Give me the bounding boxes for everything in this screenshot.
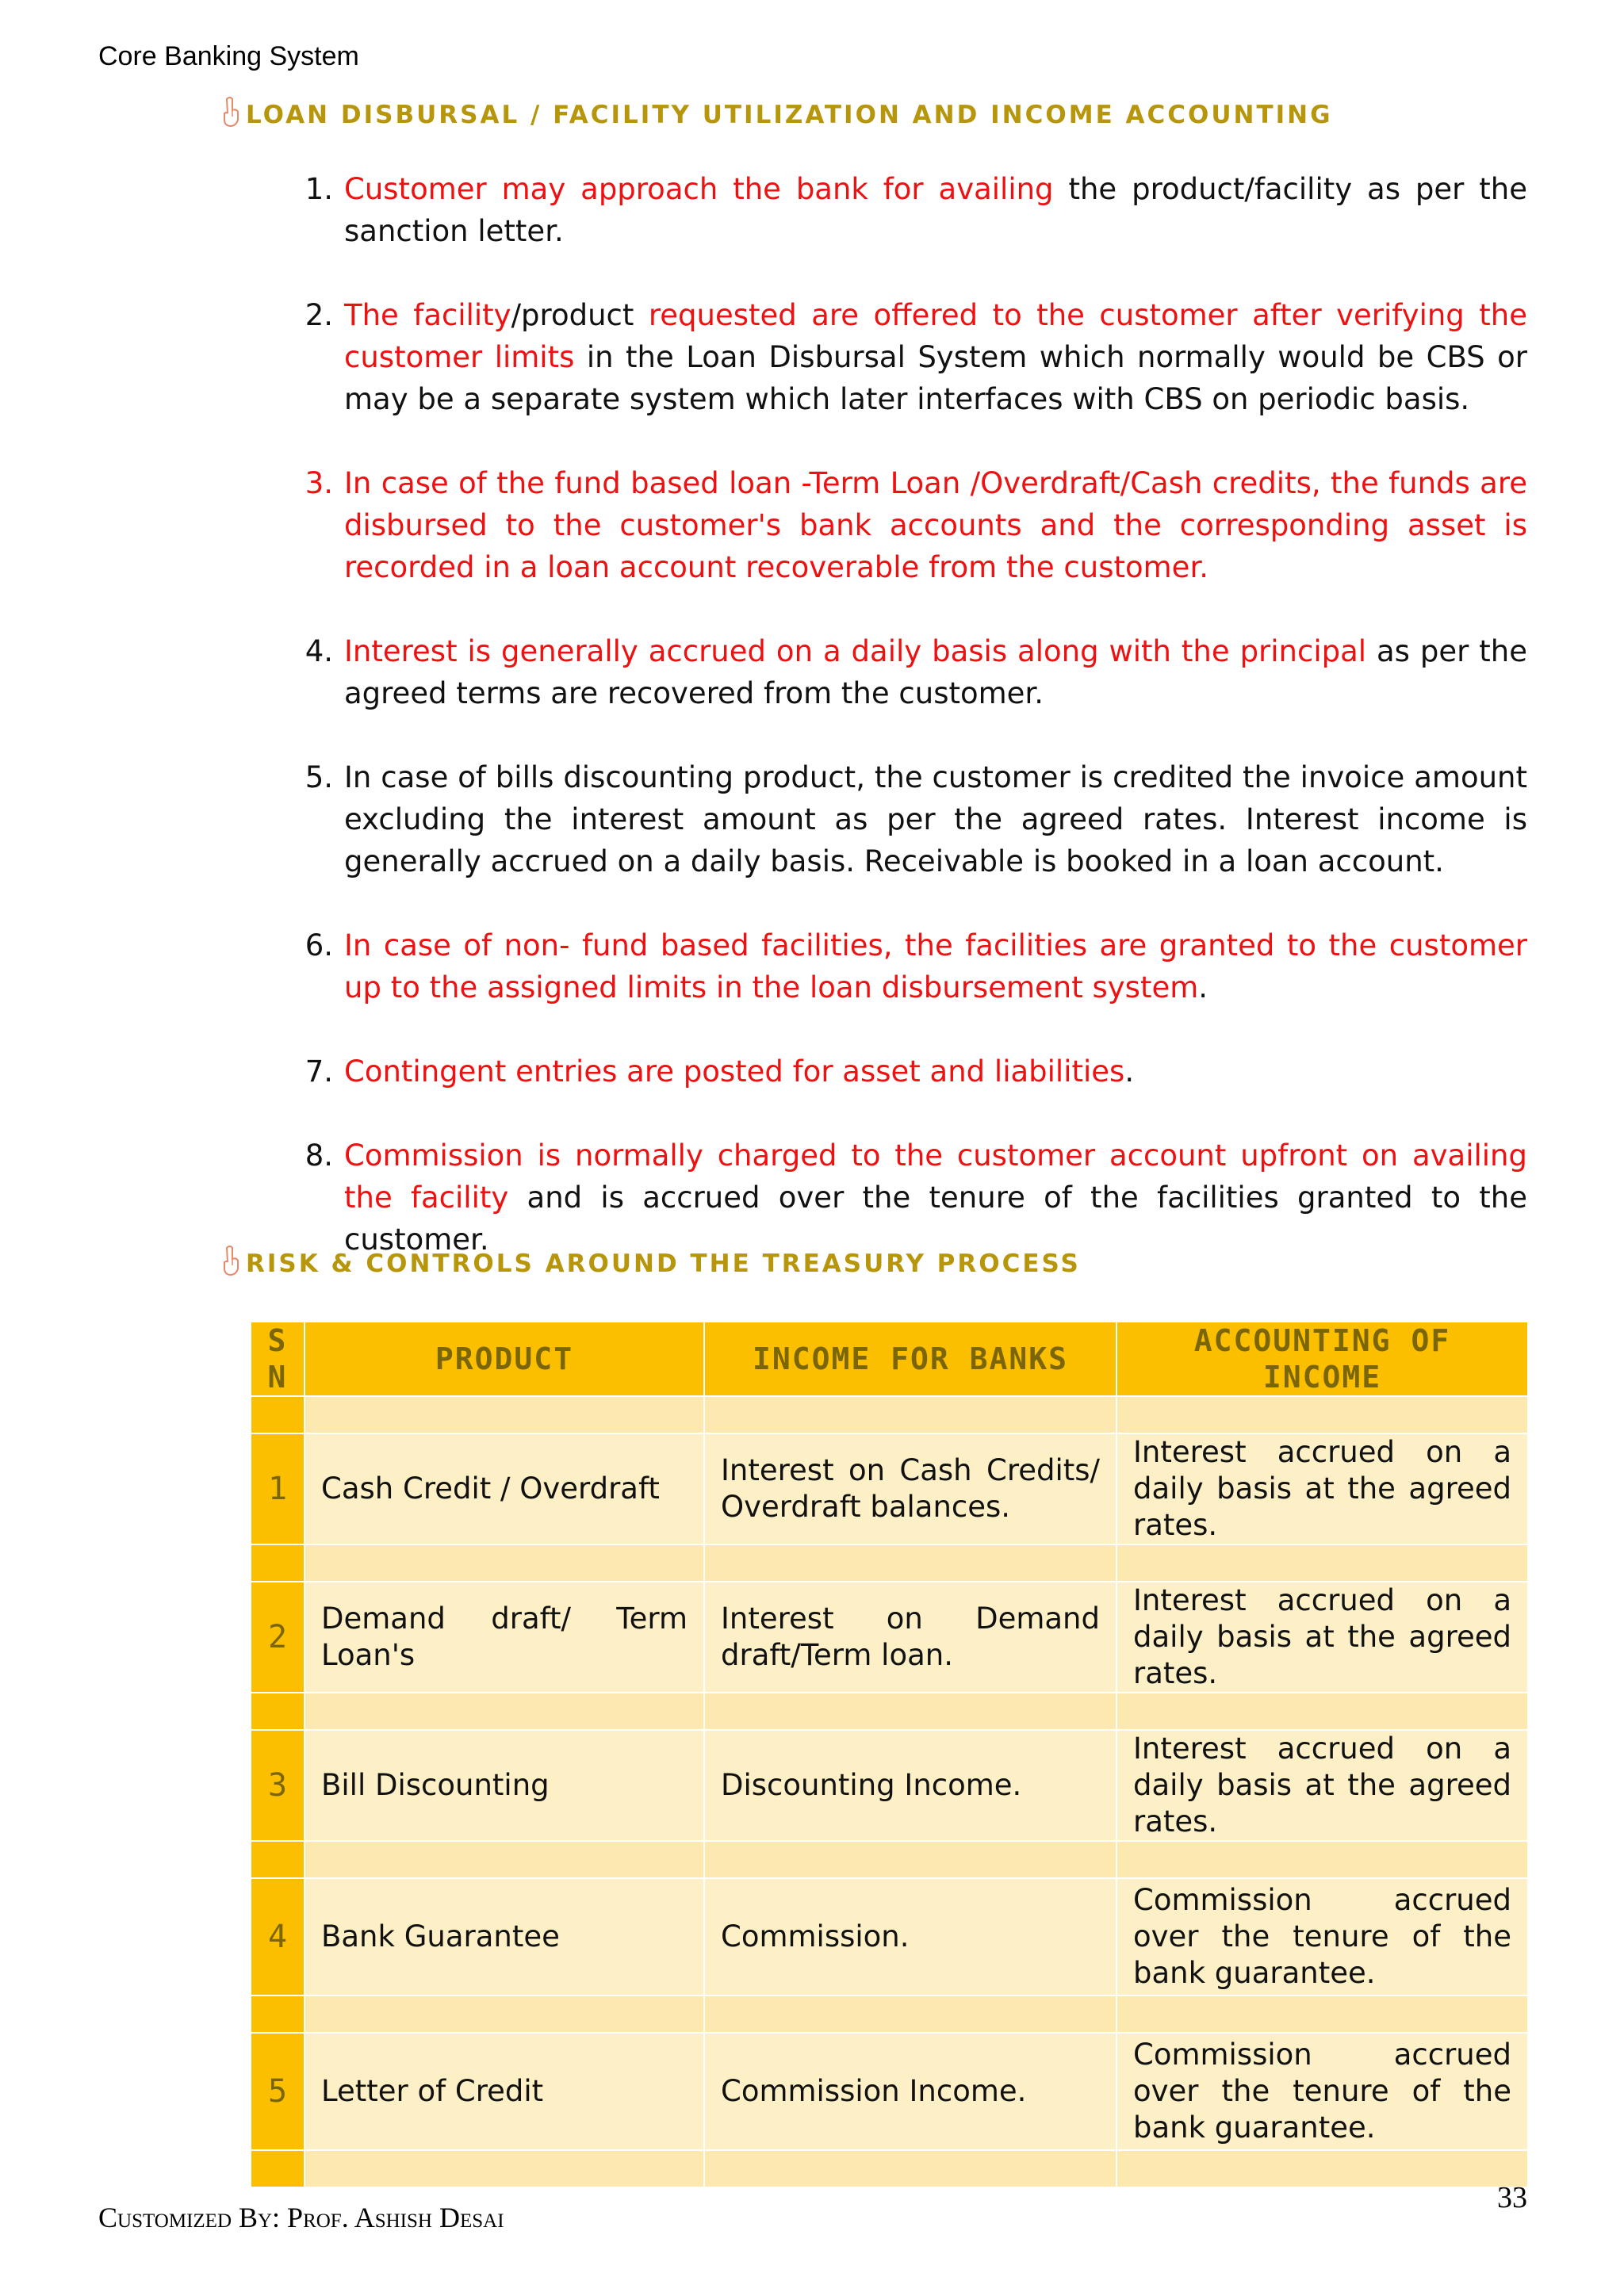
accounting-cell: Interest accrued on a daily basis at the agreed rates. [1116, 1433, 1528, 1544]
column-header-accounting: ACCOUNTING OF INCOME [1116, 1322, 1528, 1396]
table-header-row [251, 1322, 1528, 1396]
list-text: and is accrued over the tenure of the facilities granted to the customer. [344, 1181, 1527, 1257]
list-item [293, 1050, 1527, 1093]
table-spacer-row [251, 2150, 1528, 2187]
list-item [293, 1135, 1527, 1261]
product-cell: Cash Credit / Overdraft [304, 1433, 704, 1544]
list-number: 1. [304, 172, 333, 206]
list-number: 2. [304, 298, 333, 332]
loan-process-list [293, 168, 1527, 1303]
product-cell: Letter of Credit [304, 2033, 704, 2150]
income-cell: Interest on Cash Credits/ Overdraft balances. [704, 1433, 1116, 1544]
section-heading-text: LOAN DISBURSAL / FACILITY UTILIZATION AND INCOME ACCOUNTING [246, 101, 1333, 129]
list-text-highlight: Commission is normally charged to the customer account upfront on availing the facility [344, 1138, 1527, 1215]
list-text-highlight: In case of non- fund based facilities, the facilities are granted to the customer up to the assigned limits in the loan disbursement system [344, 928, 1527, 1004]
income-cell: Discounting Income. [704, 1730, 1116, 1841]
table-row [251, 1433, 1528, 1544]
list-item [293, 294, 1527, 420]
column-header-sn: S N [251, 1322, 304, 1396]
list-text-highlight: Contingent entries are posted for asset and liabilities [344, 1054, 1125, 1089]
income-cell: Commission Income. [704, 2033, 1116, 2150]
list-text: In case of bills discounting product, the customer is credited the invoice amount excluding the interest amount as per the agreed rates. Interest income is generally accrued on a daily basis. Receivable is booked in a loan account. [344, 760, 1527, 878]
list-text-highlight: requested are offered to the customer after verifying the customer limits [344, 298, 1527, 374]
table-spacer-row [251, 1996, 1528, 2033]
table-spacer-row [251, 1841, 1528, 1878]
list-number: 5. [304, 760, 333, 794]
list-item [293, 630, 1527, 714]
column-header-product: PRODUCT [304, 1322, 704, 1396]
table-spacer-row [251, 1396, 1528, 1433]
list-text-highlight: In case of the fund based loan -Term Loan /Overdraft/Cash credits, the funds are disbursed to the customer's bank accounts and the corresponding asset is recorded in a loan account recoverable from the customer. [344, 466, 1527, 584]
table-row [251, 2033, 1528, 2150]
income-cell: Interest on Demand draft/Term loan. [704, 1582, 1116, 1693]
row-number: 4 [251, 1878, 304, 1996]
row-number: 2 [251, 1582, 304, 1693]
accounting-cell: Interest accrued on a daily basis at the agreed rates. [1116, 1730, 1528, 1841]
product-cell: Bank Guarantee [304, 1878, 704, 1996]
finger-bullet-icon [220, 96, 241, 128]
income-accounting-table [250, 1321, 1529, 2188]
list-item [293, 462, 1527, 588]
running-header: Core Banking System [98, 41, 359, 71]
row-number: 1 [251, 1433, 304, 1544]
section-heading-risk-controls [246, 1249, 1081, 1278]
list-number: 6. [304, 928, 333, 962]
accounting-cell: Commission accrued over the tenure of the bank guarantee. [1116, 1878, 1528, 1996]
list-number: 7. [304, 1054, 333, 1089]
list-text: . [1198, 970, 1208, 1004]
list-text: as per the agreed terms are recovered from the customer. [344, 634, 1527, 710]
table-row [251, 1582, 1528, 1693]
list-text-highlight: The facility [344, 298, 511, 332]
finger-bullet-icon [220, 1245, 241, 1276]
income-cell: Commission. [704, 1878, 1116, 1996]
list-item [293, 924, 1527, 1008]
page-number: 33 [1497, 2181, 1527, 2214]
table-row [251, 1878, 1528, 1996]
column-header-income: INCOME FOR BANKS [704, 1322, 1116, 1396]
list-text: /product [511, 298, 649, 332]
table-spacer-row [251, 1544, 1528, 1582]
row-number: 3 [251, 1730, 304, 1841]
list-number: 3. [304, 466, 333, 500]
table-spacer-row [251, 1693, 1528, 1730]
list-item [293, 756, 1527, 882]
accounting-cell: Commission accrued over the tenure of the bank guarantee. [1116, 2033, 1528, 2150]
list-number: 8. [304, 1138, 333, 1173]
list-item [293, 168, 1527, 252]
footer-credit: Customized By: Prof. Ashish Desai [98, 2202, 504, 2233]
section-heading-text: RISK & CONTROLS AROUND THE TREASURY PROCESS [246, 1249, 1081, 1278]
row-number: 5 [251, 2033, 304, 2150]
list-number: 4. [304, 634, 333, 668]
section-heading-loan-disbursal [246, 101, 1333, 129]
table-row [251, 1730, 1528, 1841]
product-cell: Demand draft/ Term Loan's [304, 1582, 704, 1693]
list-text-highlight: Customer may approach the bank for availing [344, 172, 1054, 206]
list-text: the product/facility as per the sanction letter. [344, 172, 1527, 248]
list-text: in the Loan Disbursal System which normally would be CBS or may be a separate system which later interfaces with CBS on periodic basis. [344, 340, 1527, 416]
list-text-highlight: Interest is generally accrued on a daily basis along with the principal [344, 634, 1367, 668]
product-cell: Bill Discounting [304, 1730, 704, 1841]
list-text: . [1124, 1054, 1135, 1089]
accounting-cell: Interest accrued on a daily basis at the agreed rates. [1116, 1582, 1528, 1693]
